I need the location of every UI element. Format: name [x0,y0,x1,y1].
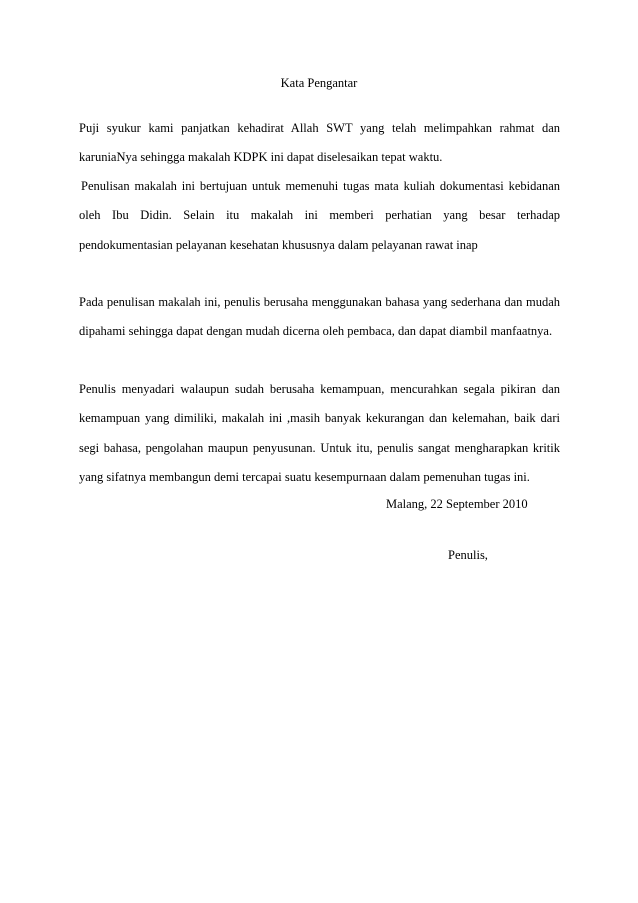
page-title: Kata Pengantar [280,76,358,90]
signature-author: Penulis, [448,548,488,562]
signature-place-date: Malang, 22 September 2010 [386,497,528,511]
paragraph-language: Pada penulisan makalah ini, penulis berusaha menggunakan bahasa yang sederhana dan mudah dipahami sehingga dapat dengan mudah dicerna oleh pembaca, dan dapat diambil manfaatnya. [79,295,560,339]
paragraph-closing: Penulis menyadari walaupun sudah berusaha kemampuan, mencurahkan segala pikiran dan kemampuan yang dimiliki, makalah ini ,masih banyak kekurangan dan kelemahan, baik dari segi bahasa, pengolahan maupun penyusunan. Untuk itu, penulis sangat mengharapkan kritik yang sifatnya membangun demi tercapai suatu kesempurnaan dalam pemenuhan tugas ini. [79,382,560,485]
paragraph-purpose: Penulisan makalah ini bertujuan untuk memenuhi tugas mata kuliah dokumentasi kebidanan oleh Ibu Didin. Selain itu makalah ini memberi perhatian yang besar terhadap pendokumentasian pelayanan kesehatan khususnya dalam pelayanan rawat inap [79,179,560,252]
paragraph-opening: Puji syukur kami panjatkan kehadirat Allah SWT yang telah melimpahkan rahmat dan karuniaNya sehingga makalah KDPK ini dapat diselesaikan tepat waktu. [79,121,560,165]
